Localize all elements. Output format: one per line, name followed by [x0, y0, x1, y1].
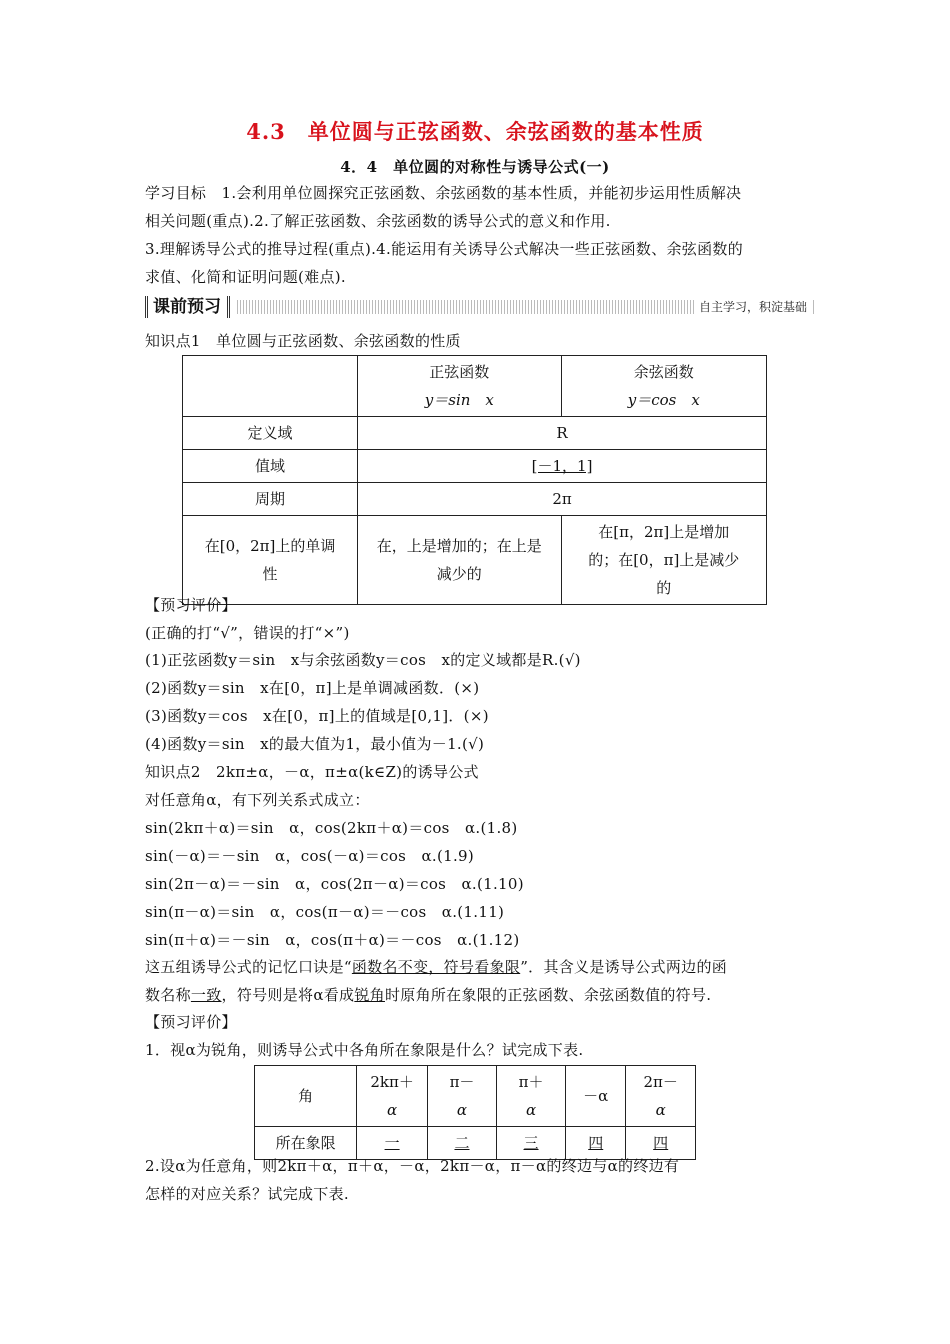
- mnemonic-acute: 锐角: [354, 986, 385, 1004]
- angle-1-bottom: α: [387, 1101, 398, 1119]
- formula-1-8: sin(2kπ＋α)＝sin α，cos(2kπ＋α)＝cos α.(1.8): [145, 819, 518, 837]
- sin-header: 正弦函数: [429, 363, 490, 381]
- formula-1-12: sin(π＋α)＝－sin α，cos(π＋α)＝－cos α.(1.12): [145, 931, 520, 949]
- table-corner-cell: [183, 356, 358, 417]
- question-2-line-2: 怎样的对应关系？试完成下表.: [145, 1185, 349, 1203]
- sin-monotonic-b: 减少的: [436, 565, 482, 583]
- goal-line-2: 相关问题(重点).2.了解正弦函数、余弦函数的诱导公式的意义和作用.: [145, 212, 611, 230]
- monotonic-label-a: 在[0，2π]上的单调: [204, 537, 336, 555]
- angle-col-2: [427, 1066, 496, 1127]
- cos-monotonic-a: 在[π，2π]上是增加: [598, 523, 730, 541]
- quadrant-1: 一: [384, 1134, 400, 1152]
- range-value-cell: [358, 450, 767, 483]
- range-value: [－1，1]: [531, 457, 593, 475]
- period-label: 周期: [183, 483, 358, 516]
- sin-monotonic-a: 在，上是增加的；在上是: [376, 537, 542, 555]
- cos-monotonic-cell: [561, 516, 766, 605]
- quadrant-label: 所在象限: [255, 1127, 357, 1160]
- mnemonic-p5: 时原角所在象限的正弦函数、余弦函数值的符号.: [384, 986, 712, 1004]
- quadrant-4: 四: [588, 1134, 604, 1152]
- main-title: 4.3 单位圆与正弦函数、余弦函数的基本性质: [246, 119, 704, 144]
- banner-right-text: 自主学习，积淀基础: [695, 296, 811, 318]
- angle-3-top: π＋: [518, 1073, 544, 1091]
- quadrant-5: 四: [653, 1134, 669, 1152]
- sin-header-cell: [358, 356, 561, 417]
- angle-col-4: [566, 1066, 626, 1127]
- angle-4-top: －α: [583, 1087, 609, 1105]
- formula-1-10: sin(2π－α)＝－sin α，cos(2π－α)＝cos α.(1.10): [145, 875, 524, 893]
- mnemonic-p4: ，符号则是将α看成: [221, 986, 355, 1004]
- banner-label: 课前预习: [145, 296, 230, 318]
- period-value: 2π: [358, 483, 767, 516]
- angle-1-top: 2kπ＋: [370, 1073, 414, 1091]
- question-2-line-1: 2.设α为任意角，则2kπ＋α，π＋α，－α，2kπ－α，π－α的终边与α的终边有: [145, 1157, 680, 1175]
- cos-monotonic-c: 的: [656, 579, 672, 597]
- mnemonic-rule: 函数名不变，符号看象限: [351, 958, 521, 976]
- domain-value: R: [358, 417, 767, 450]
- review-item-4: (4)函数y＝sin x的最大值为1，最小值为－1.(√): [145, 735, 485, 753]
- subtitle: 4．4 单位圆的对称性与诱导公式(一): [340, 158, 610, 176]
- properties-table: [182, 355, 767, 605]
- review-item-3: (3)函数y＝cos x在[0，π]上的值域是[0,1]．(×): [145, 707, 489, 725]
- review-heading-1: 【预习评价】: [145, 596, 237, 614]
- formula-1-11: sin(π－α)＝sin α，cos(π－α)＝－cos α.(1.11): [145, 903, 505, 921]
- mnemonic-p2: ”．其含义是诱导公式两边的函: [520, 958, 728, 976]
- angle-col-1: [357, 1066, 428, 1127]
- cos-monotonic-b: 的；在[0，π]上是减少: [588, 551, 740, 569]
- goal-line-4: 求值、化简和证明问题(难点).: [145, 268, 346, 286]
- angle-5-top: 2π－: [643, 1073, 678, 1091]
- cos-header: 余弦函数: [633, 363, 694, 381]
- review-heading-2: 【预习评价】: [145, 1013, 237, 1031]
- angle-3-bottom: α: [525, 1101, 537, 1119]
- quadrant-2: 二: [454, 1134, 470, 1152]
- cos-header-cell: [561, 356, 766, 417]
- mnemonic-p3: 数名称: [145, 986, 191, 1004]
- section-banner: [145, 296, 815, 318]
- quadrant-3: 三: [523, 1134, 539, 1152]
- mnemonic-line-2: [145, 984, 711, 1005]
- cos-expr: y＝cos x: [627, 391, 700, 409]
- mnemonic-p1: 这五组诱导公式的记忆口诀是“: [145, 958, 352, 976]
- domain-label: 定义域: [183, 417, 358, 450]
- angle-2-bottom: α: [456, 1101, 468, 1119]
- formula-1-9: sin(－α)＝－sin α，cos(－α)＝cos α.(1.9): [145, 847, 475, 865]
- monotonic-label-cell: [183, 516, 358, 605]
- quadrant-table: [254, 1065, 696, 1160]
- mnemonic-line-1: [145, 956, 727, 977]
- review-item-1: (1)正弦函数y＝sin x与余弦函数y＝cos x的定义域都是R.(√): [145, 651, 581, 669]
- goal-line-1: 学习目标 1.会利用单位圆探究正弦函数、余弦函数的基本性质，并能初步运用性质解决: [145, 184, 742, 202]
- range-label: 值域: [183, 450, 358, 483]
- question-1: 1．视α为锐角，则诱导公式中各角所在象限是什么？试完成下表.: [145, 1041, 584, 1059]
- knowledge-point-1: 知识点1 单位圆与正弦函数、余弦函数的性质: [145, 332, 461, 350]
- review-item-2: (2)函数y＝sin x在[0，π]上是单调减函数．(×): [145, 679, 480, 697]
- angle-col-3: [497, 1066, 566, 1127]
- angle-2-top: π－: [449, 1073, 475, 1091]
- goal-line-3: 3.理解诱导公式的推导过程(重点).4.能运用有关诱导公式解决一些正弦函数、余弦函数的: [145, 240, 743, 258]
- angle-label: 角: [255, 1066, 357, 1127]
- kp2-intro: 对任意角α，有下列关系式成立：: [145, 791, 370, 809]
- sin-expr: y＝sin x: [424, 391, 494, 409]
- sin-monotonic-cell: [358, 516, 561, 605]
- angle-col-5: [626, 1066, 696, 1127]
- knowledge-point-2: 知识点2 2kπ±α，－α，π±α(k∈Z)的诱导公式: [145, 763, 479, 781]
- monotonic-label-b: 性: [262, 565, 278, 583]
- angle-5-bottom: α: [655, 1101, 666, 1119]
- review-note: (正确的打“√”，错误的打“×”): [145, 624, 350, 642]
- mnemonic-consistent: 一致: [190, 986, 222, 1004]
